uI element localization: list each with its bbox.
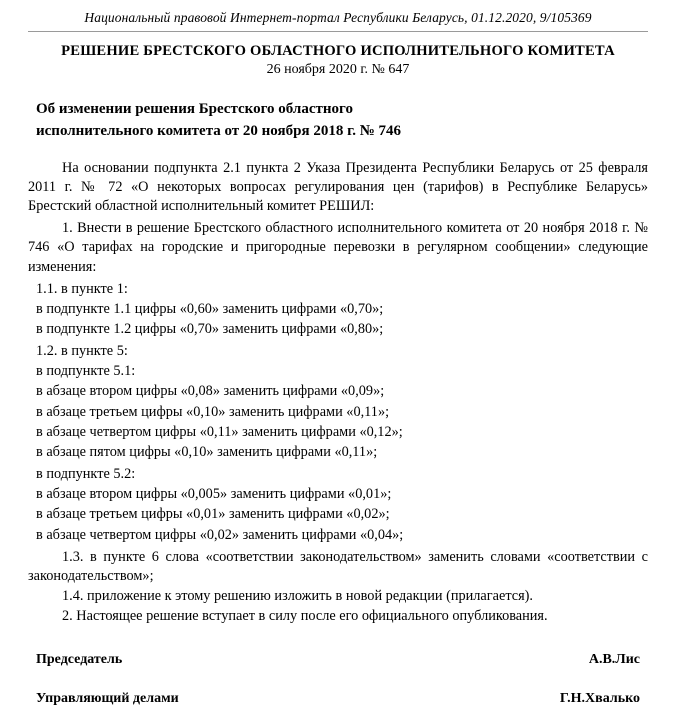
page-title: РЕШЕНИЕ БРЕСТСКОГО ОБЛАСТНОГО ИСПОЛНИТЕЛЬНОГО КОМИТЕТА [61,43,615,59]
paragraph-preamble: На основании подпункта 2.1 пункта 2 Указа Президента Республики Беларусь от 25 февраля 2011 г. № 72 «О некоторых вопросах регулирования цен (тарифов) в Республике Беларусь» Брестский областной исполнительный комитет РЕШИЛ: [28,159,648,215]
paragraph-item-1: 1. Внести в решение Брестского областного исполнительного комитета от 20 ноября 2018 г. № 746 «О тарифах на городские и пригородные перевозки в регулярном сообщении» следующие изменения: [28,220,648,275]
paragraph-item-1-4: 1.4. приложение к этому решению изложить в новой редакции (прилагается). [62,588,533,605]
paragraph-subitem-5-2-b: в абзаце третьем цифры «0,01» заменить цифрами «0,02»; [36,506,390,523]
paragraph-item-1-1-head: 1.1. в пункте 1: [36,280,128,297]
paragraph-item-1-1-b: в подпункте 1.2 цифры «0,70» заменить цифрами «0,80»; [36,320,384,337]
paragraph-subitem-5-1-a: в абзаце втором цифры «0,08» заменить цифрами «0,09»; [36,383,385,400]
portal-header: Национальный правовой Интернет-портал Республики Беларусь, 01.12.2020, 9/105369 [84,10,592,25]
signature-block [28,652,648,707]
paragraph-item-1-3: 1.3. в пункте 6 слова «соответствии законодательством» заменить словами «соответствии с законодательством»; [28,548,648,584]
paragraph-subitem-5-2-a: в абзаце втором цифры «0,005» заменить цифрами «0,01»; [36,486,392,503]
document-body [28,159,648,627]
paragraph-subitem-5-1-b: в абзаце третьем цифры «0,10» заменить цифрами «0,11»; [36,403,390,420]
paragraph-subitem-5-2-head: в подпункте 5.2: [36,466,136,483]
paragraph-subitem-5-2-c: в абзаце четвертом цифры «0,02» заменить цифрами «0,04»; [36,526,404,543]
paragraph-subitem-5-1-head: в подпункте 5.1: [36,363,136,380]
document-subject [28,99,648,143]
signature-row-chairman [36,652,648,668]
signature-role-manager: Управляющий делами [36,691,179,707]
signature-name-manager: Г.Н.Хвалько [559,691,640,707]
signature-name-chairman: А.В.Лис [588,652,640,668]
document-date: 26 ноября 2020 г. № 647 [266,62,410,78]
signature-role-chairman: Председатель [36,652,123,668]
header-divider [28,31,648,32]
paragraph-item-1-2-head: 1.2. в пункте 5: [36,343,128,360]
paragraph-item-2: 2. Настоящее решение вступает в силу после его официального опубликования. [62,608,548,625]
paragraph-subitem-5-1-c: в абзаце четвертом цифры «0,11» заменить цифрами «0,12»; [36,423,403,440]
subject-line-1: Об изменении решения Брестского областного [36,101,353,118]
paragraph-item-1-1-a: в подпункте 1.1 цифры «0,60» заменить цифрами «0,70»; [36,300,384,317]
signature-row-manager [36,691,648,707]
subject-line-2: исполнительного комитета от 20 ноября 2018 г. № 746 [36,122,402,139]
paragraph-subitem-5-1-d: в абзаце пятом цифры «0,10» заменить цифрами «0,11»; [36,443,378,460]
